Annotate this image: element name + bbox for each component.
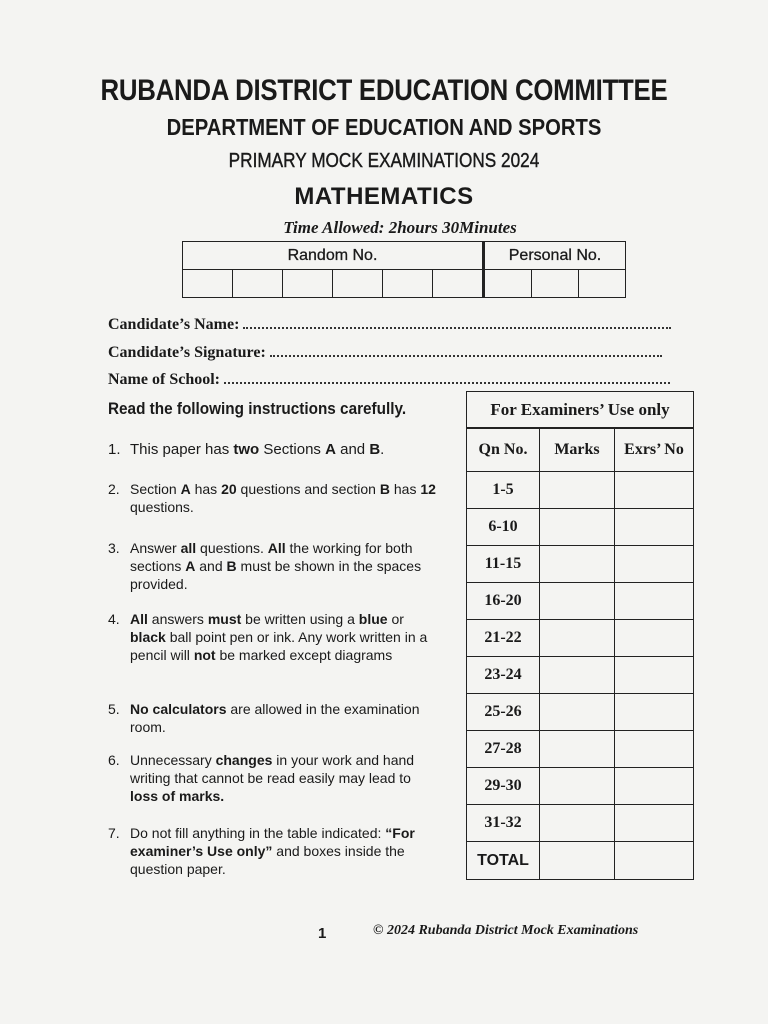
candidate-name-label: Candidate’s Name: [108,316,240,333]
total-marks-cell[interactable] [540,842,615,880]
random-no-label: Random No. [183,242,484,270]
instruction-emphasis: B [226,558,237,574]
qn-no-header: Qn No. [467,428,540,472]
instruction-emphasis: black [130,629,166,645]
examiners-row [467,583,694,620]
instruction-emphasis: All [267,540,286,556]
instruction-number: 4. [108,611,120,627]
instruction-text [130,700,438,736]
instruction-text-part: Do not fill anything in the table indicated: [130,825,386,841]
question-range: 31-32 [467,805,540,842]
examiners-row [467,472,694,509]
instruction-item [108,751,438,805]
personal-no-box[interactable] [484,270,532,298]
instruction-emphasis: blue [358,611,388,627]
candidate-number-table [182,241,626,298]
instruction-text-part: in your work and hand writing that cannot be read easily may lead to [130,752,415,786]
marks-cell[interactable] [540,472,615,509]
instruction-text [130,480,438,516]
candidate-signature-label: Candidate’s Signature: [108,344,266,361]
candidate-name-line[interactable] [243,315,671,329]
time-allowed: Time Allowed: 2hours 30Minutes [283,218,517,237]
exam-title: PRIMARY MOCK EXAMINATIONS 2024 [228,150,540,172]
marks-cell[interactable] [540,620,615,657]
marks-cell[interactable] [540,546,615,583]
instruction-number: 7. [108,825,120,841]
instruction-number: 1. [108,441,121,458]
instruction-emphasis: “For examiner’s Use only” [130,825,415,859]
examiner-no-cell[interactable] [615,805,694,842]
examiners-row [467,694,694,731]
instruction-text-part: and boxes inside the question paper. [130,843,405,877]
instruction-number: 3. [108,540,120,556]
instruction-text-part: questions. [196,540,268,556]
personal-no-label: Personal No. [484,242,626,270]
instruction-text-part: has [190,481,222,497]
instruction-emphasis: B [379,481,390,497]
question-range: 21-22 [467,620,540,657]
random-no-box[interactable] [183,270,233,298]
instruction-emphasis: changes [215,752,273,768]
instruction-emphasis: two [233,441,260,458]
instruction-text-part: be marked except diagrams [215,647,393,663]
school-name-label: Name of School: [108,371,220,388]
examiners-row [467,768,694,805]
marks-header: Marks [540,428,615,472]
department-title: DEPARTMENT OF EDUCATION AND SPORTS [166,114,602,140]
examiners-row [467,546,694,583]
question-range: 1-5 [467,472,540,509]
instruction-item [108,441,438,459]
instruction-item [108,700,438,736]
instruction-text-part: are allowed in the examination room. [130,701,420,735]
personal-no-box[interactable] [532,270,579,298]
examiner-no-cell[interactable] [615,694,694,731]
marks-cell[interactable] [540,694,615,731]
instruction-text-part: and [335,441,370,458]
copyright-footer: © 2024 Rubanda District Mock Examinations [373,923,639,938]
examiners-total-row [467,842,694,880]
instruction-text-part: Unnecessary [130,752,216,768]
instruction-number: 2. [108,481,120,497]
instructions-heading: Read the following instructions carefully. [108,399,407,418]
examiner-no-cell[interactable] [615,546,694,583]
instruction-emphasis: all [180,540,197,556]
instruction-text-part: . [380,441,385,458]
examiner-no-cell[interactable] [615,472,694,509]
examiners-row [467,731,694,768]
examiner-no-cell[interactable] [615,731,694,768]
instruction-text-part: be written using a [241,611,359,627]
instruction-text-part: the working for both sections [130,540,413,574]
total-examiner-cell[interactable] [615,842,694,880]
instruction-emphasis: 12 [420,481,436,497]
instruction-text [130,751,438,805]
instruction-text [130,824,438,878]
instruction-text-part: must be shown in the spaces provided. [130,558,422,592]
instruction-number: 5. [108,701,120,717]
school-name-field[interactable] [108,370,670,389]
exrs-no-header: Exrs’ No [615,428,694,472]
instruction-item [108,480,438,516]
instruction-item [108,824,438,878]
examiners-row [467,657,694,694]
committee-title: RUBANDA DISTRICT EDUCATION COMMITTEE [100,74,668,107]
marks-cell[interactable] [540,657,615,694]
question-range: 16-20 [467,583,540,620]
marks-cell[interactable] [540,583,615,620]
page-number: 1 [318,925,327,942]
examiners-table [466,427,694,880]
instruction-text-part: has [390,481,421,497]
personal-no-box[interactable] [579,270,626,298]
instruction-emphasis: A [325,441,336,458]
marks-cell[interactable] [540,768,615,805]
question-range: 27-28 [467,731,540,768]
marks-cell[interactable] [540,805,615,842]
instruction-text-part: or [387,611,404,627]
random-no-box[interactable] [283,270,333,298]
marks-cell[interactable] [540,731,615,768]
instruction-emphasis: 20 [221,481,237,497]
instruction-emphasis: All [130,611,148,627]
candidate-name-field[interactable] [108,315,671,334]
candidate-signature-line[interactable] [270,343,662,357]
candidate-signature-field[interactable] [108,343,662,362]
subject-title: MATHEMATICS [294,183,474,210]
instruction-item [108,610,438,664]
question-range: 11-15 [467,546,540,583]
random-no-box[interactable] [383,270,433,298]
random-no-box[interactable] [433,270,484,298]
instruction-text-part: Sections [259,441,326,458]
instruction-text-part: questions. [130,499,194,515]
question-range: 6-10 [467,509,540,546]
instruction-emphasis: A [185,558,196,574]
instruction-text [130,539,438,593]
examiners-row [467,620,694,657]
instruction-text-part: ball point pen or ink. Any work written in a pencil will [130,629,428,663]
instruction-text [130,441,438,459]
instruction-text-part: Answer [130,540,181,556]
examiner-no-cell[interactable] [615,620,694,657]
instruction-number: 6. [108,752,120,768]
examiners-row [467,805,694,842]
instruction-emphasis: not [193,647,216,663]
question-range: 29-30 [467,768,540,805]
marks-cell[interactable] [540,509,615,546]
examiner-no-cell[interactable] [615,509,694,546]
examiners-row [467,509,694,546]
question-range: 25-26 [467,694,540,731]
instruction-text-part: answers [147,611,208,627]
total-label: TOTAL [467,842,540,880]
instruction-text-part: This paper has [130,441,234,458]
instruction-text-part: Section [130,481,181,497]
instruction-text [130,610,438,664]
examiner-no-cell[interactable] [615,583,694,620]
instruction-text-part: and [195,558,227,574]
examiner-no-cell[interactable] [615,768,694,805]
random-no-box[interactable] [333,270,383,298]
examiner-no-cell[interactable] [615,657,694,694]
examiners-table-title: For Examiners’ Use only [466,391,694,429]
instruction-emphasis: No calculators [130,701,227,717]
instruction-emphasis: A [180,481,191,497]
instruction-emphasis: loss of marks. [130,788,225,804]
instruction-item [108,539,438,593]
random-no-box[interactable] [233,270,283,298]
question-range: 23-24 [467,657,540,694]
school-name-line[interactable] [224,370,670,384]
instruction-emphasis: B [369,441,381,458]
instruction-emphasis: must [207,611,242,627]
instruction-text-part: questions and section [236,481,380,497]
